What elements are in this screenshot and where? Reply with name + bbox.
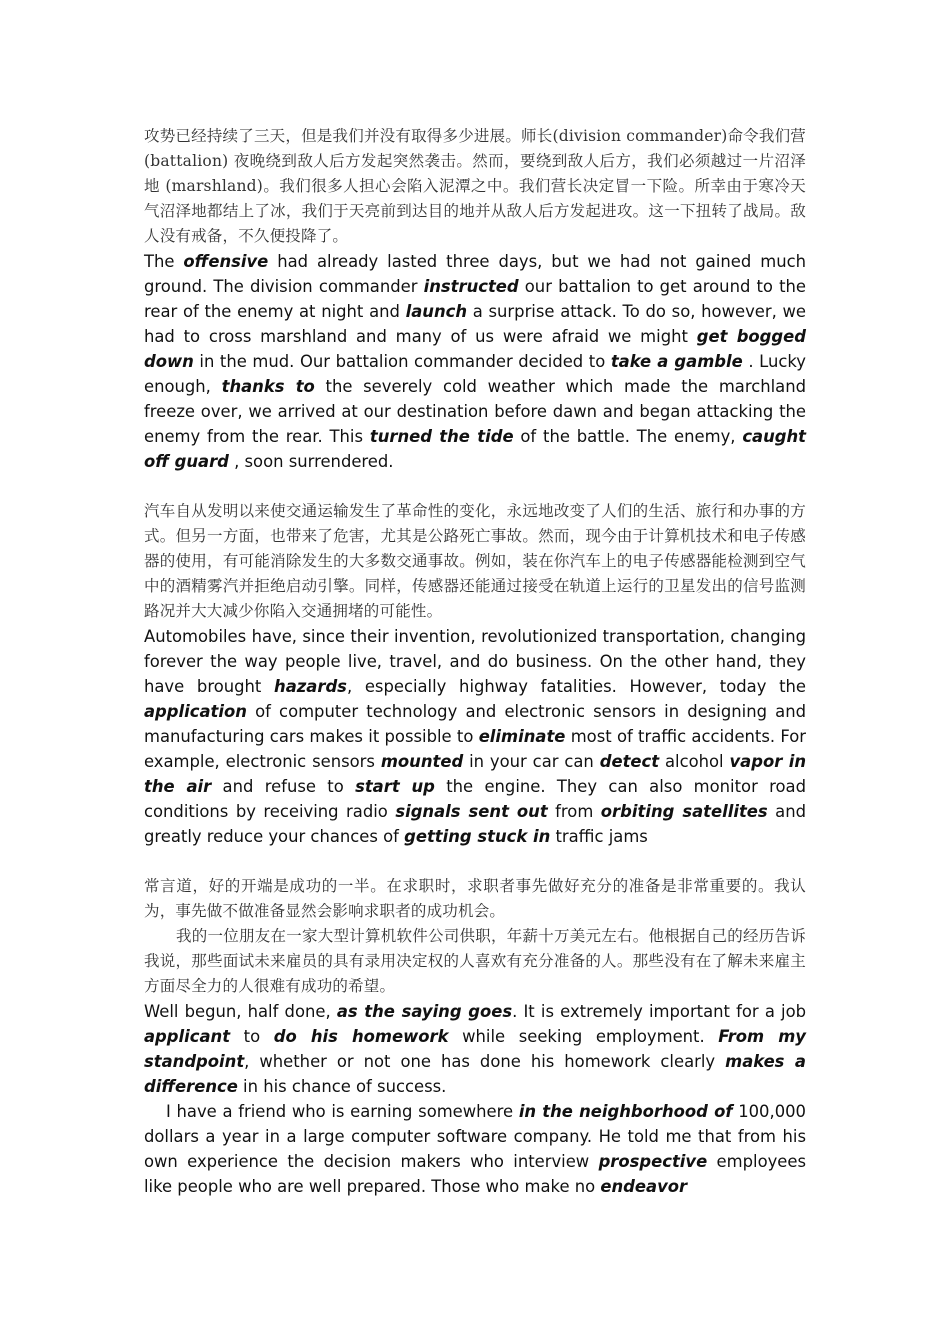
document-page xyxy=(144,124,806,1199)
keyword-phrase: offensive xyxy=(183,252,269,271)
keyword-phrase: turned the tide xyxy=(369,427,514,446)
keyword-phrase: detect xyxy=(599,752,660,771)
passage-2 xyxy=(144,499,806,849)
keyword-phrase: eliminate xyxy=(478,727,566,746)
passage-2-chinese: 汽车自从发明以来使交通运输发生了革命性的变化，永远地改变了人们的生活、旅行和办事的方式。但另一方面，也带来了危害，尤其是公路死亡事故。然而，现今由于计算机技术和电子传感器的使用，有可能消除发生的大多数交通事故。例如，装在你汽车上的电子传感器能检测到空气中的酒精雾汽并拒绝启动引擎。同样，传感器还能通过接受在轨道上运行的卫星发出的信号监测路况并大大减少你陷入交通拥堵的可能性。 xyxy=(144,502,806,620)
passage-3-chinese-para-1: 常言道，好的开端是成功的一半。在求职时，求职者事先做好充分的准备是非常重要的。我认为，事先做不做准备显然会影响求职者的成功机会。 xyxy=(144,877,806,920)
passage-1-chinese: 攻势已经持续了三天，但是我们并没有取得多少进展。师长(division commander)命令我们营(battalion) 夜晚绕到敌人后方发起突然袭击。然而，要绕到敌人后方，我们必须越过一片沼泽地 (marshland)。我们很多人担心会陷入泥潭之中。我们营长决定冒一下险。所幸由于寒冷天气沼泽地都结上了冰，我们于天亮前到达目的地并从敌人后方发起进攻。这一下扭转了战局。敌人没有戒备，不久便投降了。 xyxy=(144,127,806,245)
keyword-phrase: start up xyxy=(355,777,435,796)
keyword-phrase: thanks to xyxy=(221,377,315,396)
keyword-phrase: signals sent out xyxy=(395,802,548,821)
paragraph-gap xyxy=(144,849,806,874)
keyword-phrase: prospective xyxy=(598,1152,708,1171)
keyword-phrase: mounted xyxy=(380,752,464,771)
keyword-phrase: From my standpoint xyxy=(144,1027,806,1071)
passage-3-english-para-1: Well begun, half done, as the saying goes. It is extremely important for a job applicant to do his homework while seeking employment. From my standpoint, whether or not one has done his homework clearly makes a difference in his chance of success. xyxy=(144,1002,807,1096)
keyword-phrase: instructed xyxy=(423,277,519,296)
passage-3-chinese-para-2: 我的一位朋友在一家大型计算机软件公司供职，年薪十万美元左右。他根据自己的经历告诉我说，那些面试未来雇员的具有录用决定权的人喜欢有充分准备的人。那些没有在了解未来雇主方面尽全力的人很难有成功的希望。 xyxy=(144,927,806,995)
keyword-phrase: applicant xyxy=(144,1027,231,1046)
keyword-phrase: as the saying goes xyxy=(336,1002,513,1021)
keyword-phrase: get bogged down xyxy=(144,327,806,371)
keyword-phrase: application xyxy=(144,702,247,721)
keyword-phrase: orbiting satellites xyxy=(600,802,768,821)
passage-1-english: The offensive had already lasted three days, but we had not gained much ground. The division commander instructed our battalion to get around to the rear of the enemy at night and launch a surprise attack. To do so, however, we had to cross marshland and many of us were afraid we might get bogged down in the mud. Our battalion commander decided to take a gamble . Lucky enough, thanks to the severely cold weather which made the marchland freeze over, we arrived at our destination before dawn and began attacking the enemy from the rear. This turned the tide of the battle. The enemy, caught off guard , soon surrendered. xyxy=(144,252,806,471)
keyword-phrase: in the neighborhood of xyxy=(518,1102,733,1121)
passage-1 xyxy=(144,124,806,474)
keyword-phrase: vapor in the air xyxy=(144,752,806,796)
keyword-phrase: hazards xyxy=(274,677,347,696)
keyword-phrase: do his homework xyxy=(273,1027,449,1046)
keyword-phrase: getting stuck in xyxy=(404,827,551,846)
paragraph-gap xyxy=(144,474,806,499)
keyword-phrase: caught off guard xyxy=(144,427,806,471)
keyword-phrase: endeavor xyxy=(600,1177,688,1196)
keyword-phrase: launch xyxy=(405,302,468,321)
passage-3 xyxy=(144,874,806,1199)
keyword-phrase: makes a difference xyxy=(144,1052,806,1096)
passage-2-english: Automobiles have, since their invention, revolutionized transportation, changing forever the way people live, travel, and do business. On the other hand, they have brought hazards, especially highway fatalities. However, today the application of computer technology and electronic sensors in designing and manufacturing cars makes it possible to eliminate most of traffic accidents. For example, electronic sensors mounted in your car can detect alcohol vapor in the air and refuse to start up the engine. They can also monitor road conditions by receiving radio signals sent out from orbiting satellites and greatly reduce your chances of getting stuck in traffic jams xyxy=(144,627,806,846)
passage-3-english-para-2: I have a friend who is earning somewhere in the neighborhood of 100,000 dollars a year in a large computer software company. He told me that from his own experience the decision makers who interview prospective employees like people who are well prepared. Those who make no endeavor xyxy=(144,1102,807,1196)
keyword-phrase: take a gamble xyxy=(610,352,743,371)
